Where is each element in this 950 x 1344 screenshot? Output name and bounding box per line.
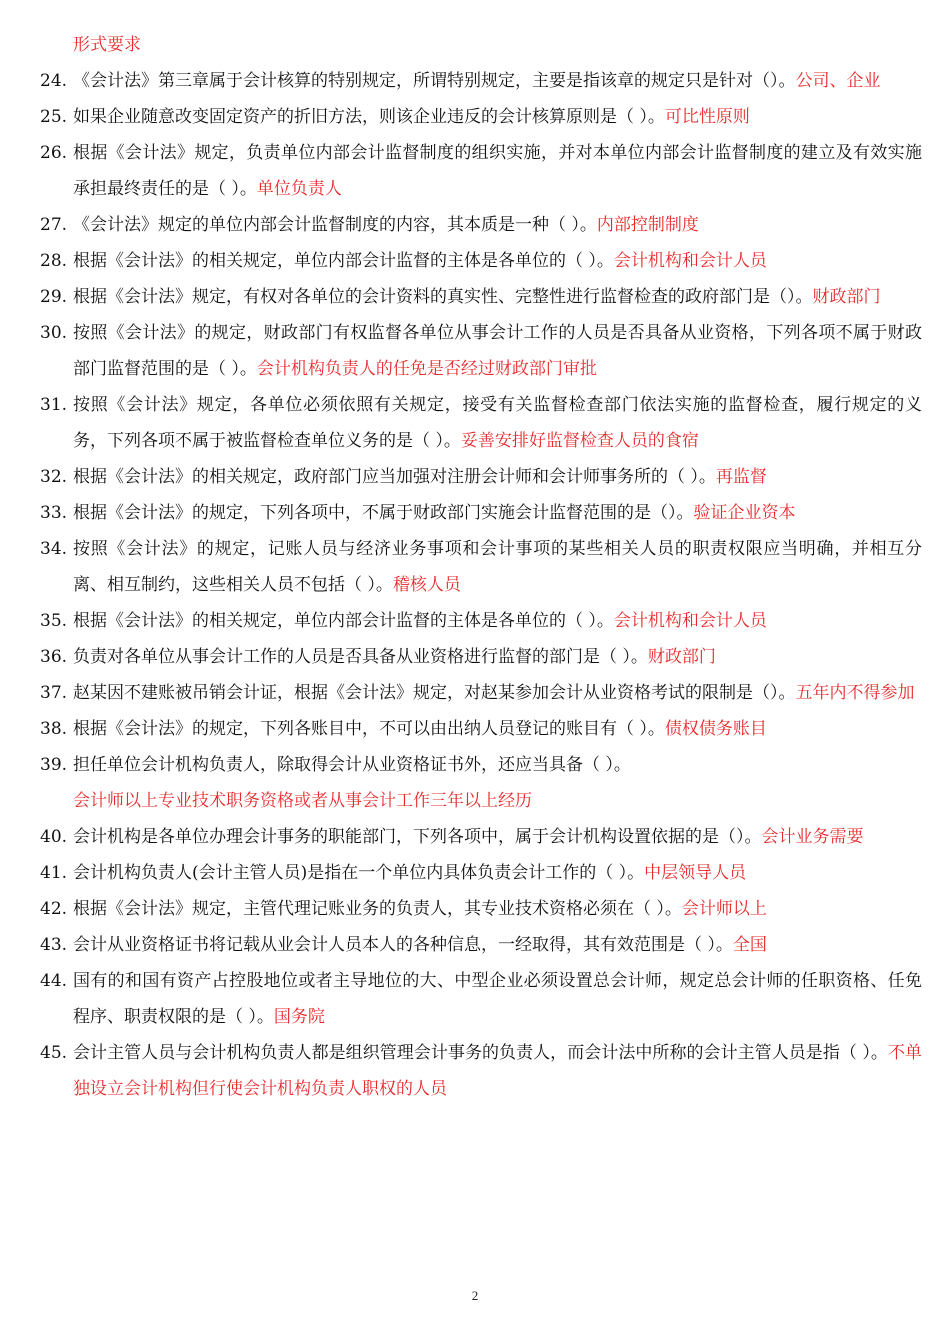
- question-item: [40, 747, 922, 783]
- question-item: [40, 819, 922, 855]
- answer-text: 妥善安排好监督检查人员的食宿: [460, 431, 699, 451]
- answer-text: 中层领导人员: [644, 863, 747, 883]
- question-text: 按照《会计法》的规定，财政部门有权监督各单位从事会计工作的人员是否具备从业资格，下列各项不属于财政部门监督范围的是（ ）。: [73, 323, 922, 379]
- question-text: 负责对各单位从事会计工作的人员是否具备从业资格进行监督的部门是（ ）。: [73, 647, 648, 667]
- question-text: 根据《会计法》的规定，下列各项中，不属于财政部门实施会计监督范围的是（）。: [73, 503, 694, 523]
- question-text: 如果企业随意改变固定资产的折旧方法，则该企业违反的会计核算原则是（ ）。: [73, 107, 665, 127]
- question-text: 根据《会计法》的相关规定，单位内部会计监督的主体是各单位的（ ）。: [73, 251, 614, 271]
- answer-text: 再监督: [715, 467, 767, 487]
- answer-text: 内部控制制度: [596, 215, 699, 235]
- answer-text: 五年内不得参加: [795, 683, 915, 703]
- question-item: [40, 1035, 922, 1107]
- answer-text: 财政部门: [812, 287, 881, 307]
- answer-text: 会计师以上专业技术职务资格或者从事会计工作三年以上经历: [73, 791, 532, 811]
- question-text: 按照《会计法》规定，各单位必须依照有关规定，接受有关监督检查部门依法实施的监督检查，履行规定的义务，下列各项不属于被监督检查单位义务的是（ ）。: [73, 395, 922, 451]
- answer-text: 财政部门: [647, 647, 716, 667]
- question-item: [40, 927, 922, 963]
- question-number: 30.: [40, 323, 68, 343]
- question-item: [40, 495, 922, 531]
- question-text: 根据《会计法》规定，主管代理记账业务的负责人，其专业技术资格必须在（ ）。: [73, 899, 682, 919]
- answer-text: 会计机构负责人的任免是否经过财政部门审批: [256, 359, 597, 379]
- question-number: 31.: [40, 395, 68, 415]
- answer-text: 形式要求: [73, 35, 141, 55]
- question-item: [40, 459, 922, 495]
- question-number: 33.: [40, 503, 68, 523]
- page-number: 2: [471, 1288, 479, 1303]
- answer-text: 不单独设立会计机构但行使会计机构负责人职权的人员: [73, 1043, 923, 1099]
- question-item: [40, 603, 922, 639]
- question-number: 37.: [40, 683, 68, 703]
- question-number: 43.: [40, 935, 68, 955]
- question-text: 按照《会计法》的规定，记账人员与经济业务事项和会计事项的某些相关人员的职责权限应当明确，并相互分离、相互制约，这些相关人员不包括（ ）。: [73, 539, 922, 595]
- question-item: [40, 639, 922, 675]
- question-number: 42.: [40, 899, 68, 919]
- question-item: [40, 531, 922, 603]
- continued-answer: [40, 27, 922, 63]
- question-number: 25.: [40, 107, 68, 127]
- question-number: 39.: [40, 755, 68, 775]
- question-number: 41.: [40, 863, 68, 883]
- question-number: 35.: [40, 611, 68, 631]
- question-number: 38.: [40, 719, 68, 739]
- question-text: 根据《会计法》规定，负责单位内部会计监督制度的组织实施，并对本单位内部会计监督制度的建立及有效实施承担最终责任的是（ ）。: [73, 143, 922, 199]
- answer-text: 债权债务账目: [664, 719, 767, 739]
- question-item: [40, 279, 922, 315]
- question-item: [40, 675, 922, 711]
- question-item: [40, 207, 922, 243]
- question-item: [40, 63, 922, 99]
- question-number: 26.: [40, 143, 68, 163]
- question-number: 28.: [40, 251, 68, 271]
- question-number: 29.: [40, 287, 68, 307]
- question-text: 根据《会计法》规定，有权对各单位的会计资料的真实性、完整性进行监督检查的政府部门是（）。: [73, 287, 813, 307]
- answer-text: 全国: [732, 935, 767, 955]
- question-text: 国有的和国有资产占控股地位或者主导地位的大、中型企业必须设置总会计师，规定总会计师的任职资格、任免程序、职责权限的是（ ）。: [73, 971, 922, 1027]
- question-text: 根据《会计法》的相关规定，单位内部会计监督的主体是各单位的（ ）。: [73, 611, 614, 631]
- answer-text: 稽核人员: [392, 575, 461, 595]
- question-text: 会计机构是各单位办理会计事务的职能部门，下列各项中，属于会计机构设置依据的是（）。: [73, 827, 762, 847]
- question-text: 会计机构负责人(会计主管人员)是指在一个单位内具体负责会计工作的（ ）。: [73, 863, 645, 883]
- question-item: [40, 711, 922, 747]
- answer-text: 单位负责人: [256, 179, 342, 199]
- question-number: 40.: [40, 827, 68, 847]
- answer-text: 会计机构和会计人员: [613, 611, 767, 631]
- question-number: 44.: [40, 971, 68, 991]
- answer-text: 公司、企业: [795, 71, 881, 91]
- question-number: 36.: [40, 647, 68, 667]
- question-text: 《会计法》规定的单位内部会计监督制度的内容，其本质是一种（ ）。: [73, 215, 597, 235]
- question-text: 会计主管人员与会计机构负责人都是组织管理会计事务的负责人，而会计法中所称的会计主管人员是指（ ）。: [73, 1043, 888, 1063]
- question-number: 45.: [40, 1043, 68, 1063]
- question-item: [40, 315, 922, 387]
- question-item: [40, 387, 922, 459]
- answer-text: 会计机构和会计人员: [613, 251, 767, 271]
- question-list: [40, 27, 922, 1107]
- answer-text: 会计业务需要: [761, 827, 864, 847]
- continued-answer: [40, 783, 922, 819]
- answer-text: 验证企业资本: [693, 503, 796, 523]
- question-text: 赵某因不建账被吊销会计证，根据《会计法》规定，对赵某参加会计从业资格考试的限制是（）。: [73, 683, 796, 703]
- question-number: 27.: [40, 215, 68, 235]
- question-text: 根据《会计法》的规定，下列各账目中，不可以由出纳人员登记的账目有（ ）。: [73, 719, 665, 739]
- answer-text: 可比性原则: [664, 107, 750, 127]
- question-item: [40, 99, 922, 135]
- question-text: 担任单位会计机构负责人，除取得会计从业资格证书外，还应当具备（ ）。: [73, 755, 631, 775]
- answer-text: 国务院: [273, 1007, 325, 1027]
- question-item: [40, 891, 922, 927]
- question-number: 24.: [40, 71, 68, 91]
- question-item: [40, 135, 922, 207]
- question-item: [40, 855, 922, 891]
- answer-text: 会计师以上: [681, 899, 767, 919]
- question-item: [40, 243, 922, 279]
- question-item: [40, 963, 922, 1035]
- question-text: 会计从业资格证书将记载从业会计人员本人的各种信息，一经取得，其有效范围是（ ）。: [73, 935, 733, 955]
- question-text: 根据《会计法》的相关规定，政府部门应当加强对注册会计师和会计师事务所的（ ）。: [73, 467, 716, 487]
- question-text: 《会计法》第三章属于会计核算的特别规定，所谓特别规定，主要是指该章的规定只是针对（）。: [73, 71, 796, 91]
- question-number: 34.: [40, 539, 68, 559]
- question-number: 32.: [40, 467, 68, 487]
